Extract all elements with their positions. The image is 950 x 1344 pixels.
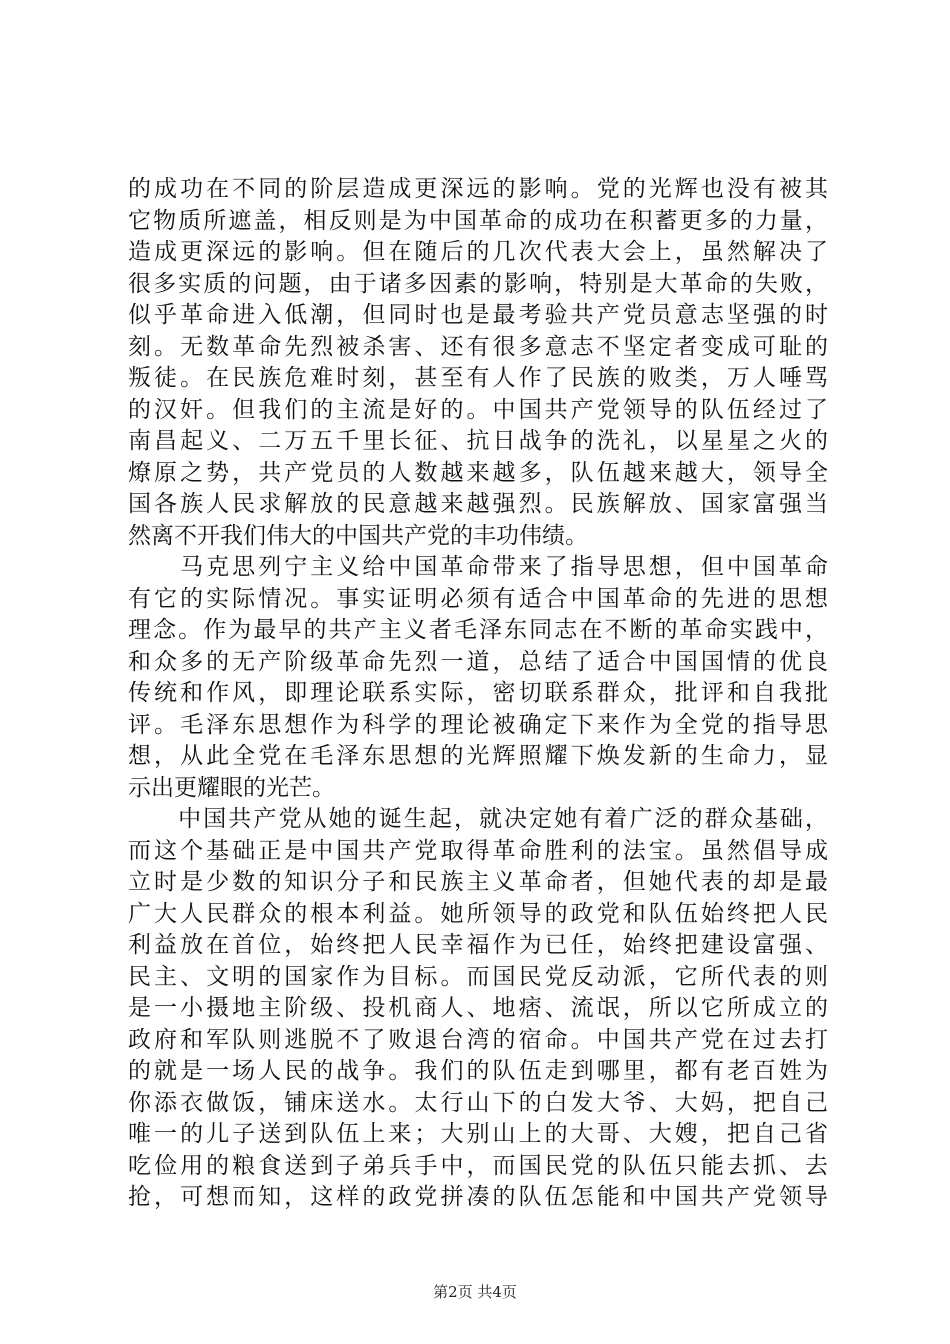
text-line: 利益放在首位，始终把人民幸福作为已任，始终把建设富强、 <box>128 932 828 958</box>
text-line: 似乎革命进入低潮，但同时也是最考验共产党员意志坚强的时 <box>128 302 828 328</box>
text-line: 马克思列宁主义给中国革命带来了指导思想，但中国革命 <box>128 554 828 580</box>
text-line: 唯一的儿子送到队伍上来；大别山上的大哥、大嫂，把自己省 <box>128 1121 828 1147</box>
text-line: 理念。作为最早的共产主义者毛泽东同志在不断的革命实践中， <box>128 617 828 643</box>
text-line: 和众多的无产阶级革命先烈一道，总结了适合中国国情的优良 <box>128 648 828 675</box>
text-line: 你添衣做饭，铺床送水。太行山下的白发大爷、大妈，把自己 <box>128 1089 828 1116</box>
text-line: 有它的实际情况。事实证明必须有适合中国革命的先进的思想 <box>128 585 828 612</box>
text-line: 抢，可想而知，这样的政党拼凑的队伍怎能和中国共产党领导 <box>128 1184 828 1210</box>
text-line: 政府和军队则逃脱不了败退台湾的宿命。中国共产党在过去打 <box>128 1026 828 1053</box>
text-line: 想，从此全党在毛泽东思想的光辉照耀下焕发新的生命力，显 <box>128 743 828 769</box>
text-line: 是一小摄地主阶级、投机商人、地痞、流氓，所以它所成立的 <box>128 995 828 1021</box>
text-line: 而这个基础正是中国共产党取得革命胜利的法宝。虽然倡导成 <box>128 837 828 864</box>
text-line: 燎原之势，共产党员的人数越来越多，队伍越来越大，领导全 <box>128 459 828 486</box>
text-line: 然离不开我们伟大的中国共产党的丰功伟绩。 <box>128 522 588 549</box>
text-line: 刻。无数革命先烈被杀害、还有很多意志不坚定者变成可耻的 <box>128 333 828 360</box>
text-line: 造成更深远的影响。但在随后的几次代表大会上，虽然解决了 <box>128 239 828 265</box>
text-line: 评。毛泽东思想作为科学的理论被确定下来作为全党的指导思 <box>128 711 828 738</box>
text-line: 国各族人民求解放的民意越来越强烈。民族解放、国家富强当 <box>128 491 828 517</box>
text-line: 吃俭用的粮食送到子弟兵手中，而国民党的队伍只能去抓、去 <box>128 1152 828 1179</box>
page-footer <box>0 1281 950 1302</box>
text-line: 南昌起义、二万五千里长征、抗日战争的洗礼，以星星之火的 <box>128 428 828 454</box>
text-line: 传统和作风，即理论联系实际，密切联系群众，批评和自我批 <box>128 680 828 706</box>
text-line: 广大人民群众的根本利益。她所领导的政党和队伍始终把人民 <box>128 900 828 927</box>
text-line: 民主、文明的国家作为目标。而国民党反动派，它所代表的则 <box>128 963 828 990</box>
text-line: 的成功在不同的阶层造成更深远的影响。党的光辉也没有被其 <box>128 176 828 202</box>
text-line: 很多实质的问题，由于诸多因素的影响，特别是大革命的失败， <box>128 270 828 297</box>
body-text <box>128 174 828 1214</box>
text-line: 的就是一场人民的战争。我们的队伍走到哪里，都有老百姓为 <box>128 1058 828 1084</box>
text-line: 叛徒。在民族危难时刻，甚至有人作了民族的败类，万人唾骂 <box>128 365 828 391</box>
text-line: 它物质所遮盖，相反则是为中国革命的成功在积蓄更多的力量， <box>128 207 828 234</box>
page-number: 第2页 共4页 <box>433 1283 517 1301</box>
text-line: 立时是少数的知识分子和民族主义革命者，但她代表的却是最 <box>128 869 828 895</box>
text-line: 示出更耀眼的光芒。 <box>128 774 335 801</box>
text-line: 中国共产党从她的诞生起，就决定她有着广泛的群众基础， <box>128 806 828 832</box>
text-line: 的汉奸。但我们的主流是好的。中国共产党领导的队伍经过了 <box>128 396 828 423</box>
